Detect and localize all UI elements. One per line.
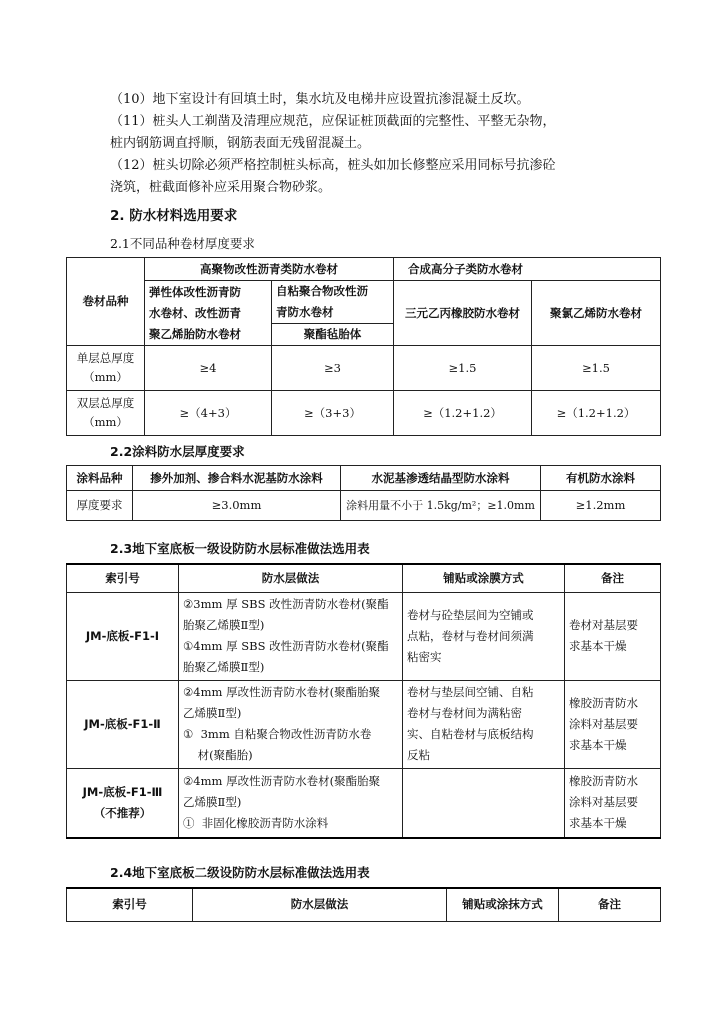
cell: ≥1.5: [394, 346, 532, 391]
col-elastomer-roll: 弹性体改性沥青防 水卷材、改性沥青 聚乙烯胎防水卷材: [145, 281, 272, 346]
row-thickness-label: 厚度要求: [67, 491, 133, 521]
header-method: 防水层做法: [179, 564, 403, 592]
col-epdm-roll: 三元乙丙橡胶防水卷材: [394, 281, 532, 346]
table-coating-thickness: [66, 465, 661, 521]
row1-apply: 卷材与砼垫层间为空铺或 点粘，卷材与卷材间须满 粘密实: [403, 592, 565, 680]
paragraph-12-line1: （12）桩头切除必须严格控制桩头标高，桩头如加长修整应采用同标号抗渗砼: [110, 158, 556, 173]
group-synthetic-polymer: 合成高分子类防水卷材: [394, 258, 661, 281]
paragraph-11-line2: 桩内钢筋调直捋顺，钢筋表面无残留混凝土。: [110, 136, 371, 151]
header-method: 防水层做法: [193, 888, 447, 921]
col-self-adhesive-roll: 自粘聚合物改性沥 青防水卷材: [272, 281, 394, 324]
row2-apply: 卷材与垫层间空铺、自粘 卷材与卷材间为满粘密 实、自粘卷材与底板结构 反粘: [403, 680, 565, 768]
header-coating-type: 涂料品种: [67, 466, 133, 491]
header-apply: 铺贴或涂膜方式: [403, 564, 565, 592]
header-index: 索引号: [67, 564, 179, 592]
paragraph-12-line2: 浇筑，桩截面修补应采用聚合物砂浆。: [110, 180, 332, 195]
section-2-2-title: 2.2涂料防水层厚度要求: [110, 444, 245, 459]
row2-method: ②4mm 厚改性沥青防水卷材(聚酯胎聚 乙烯膜Ⅱ型) ① 3mm 自粘聚合物改性沥青防水卷 材(聚酯胎): [179, 680, 403, 768]
row-single-layer-label: 单层总厚度 （mm）: [67, 346, 145, 391]
cell: ≥（4+3）: [145, 391, 272, 436]
cell: ≥1.5: [532, 346, 661, 391]
cell: ≥（1.2+1.2）: [394, 391, 532, 436]
label-material-type: 卷材品种: [67, 258, 145, 346]
row3-apply: [403, 768, 565, 838]
cell: 涂料用量不小于 1.5kg/m²；≥1.0mm: [341, 491, 541, 521]
col-polyester-base: 聚酯毡胎体: [272, 324, 394, 346]
table-floor-level2: [66, 887, 661, 922]
header-cement-admixture: 掺外加剂、掺合料水泥基防水涂料: [133, 466, 341, 491]
section-2-heading: 2. 防水材料选用要求: [110, 208, 238, 224]
table-floor-level1: [66, 563, 661, 839]
header-organic: 有机防水涂料: [541, 466, 661, 491]
cell: ≥3: [272, 346, 394, 391]
row1-method: ②3mm 厚 SBS 改性沥青防水卷材(聚酯 胎聚乙烯膜Ⅱ型) ①4mm 厚 SBS 改性沥青防水卷材(聚酯 胎聚乙烯膜Ⅱ型): [179, 592, 403, 680]
row3-index: JM-底板-F1-Ⅲ （不推荐）: [67, 768, 179, 838]
group-polymer-modified: 高聚物改性沥青类防水卷材: [145, 258, 394, 281]
cell: ≥（3+3）: [272, 391, 394, 436]
paragraph-11-line1: （11）桩头人工剃凿及清理应规范，应保证桩顶截面的完整性、平整无杂物，: [110, 114, 556, 129]
col-pvc-roll: 聚氯乙烯防水卷材: [532, 281, 661, 346]
table-roll-thickness: [66, 257, 661, 436]
cell: ≥3.0mm: [133, 491, 341, 521]
header-index: 索引号: [67, 888, 193, 921]
section-2-4-title: 2.4地下室底板二级设防防水层标准做法选用表: [110, 865, 370, 880]
header-note: 备注: [565, 564, 661, 592]
row1-index: JM-底板-F1-Ⅰ: [67, 592, 179, 680]
row3-note: 橡胶沥青防水 涂料对基层要 求基本干燥: [565, 768, 661, 838]
row2-note: 橡胶沥青防水 涂料对基层要 求基本干燥: [565, 680, 661, 768]
paragraph-10: （10）地下室设计有回填土时，集水坑及电梯井应设置抗渗混凝土反坎。: [110, 92, 530, 107]
cell: ≥（1.2+1.2）: [532, 391, 661, 436]
row1-note: 卷材对基层要 求基本干燥: [565, 592, 661, 680]
header-apply: 铺贴或涂抹方式: [447, 888, 559, 921]
cell: ≥1.2mm: [541, 491, 661, 521]
header-crystalline: 水泥基渗透结晶型防水涂料: [341, 466, 541, 491]
row2-index: JM-底板-F1-Ⅱ: [67, 680, 179, 768]
row3-method: ②4mm 厚改性沥青防水卷材(聚酯胎聚 乙烯膜Ⅱ型) ① 非固化橡胶沥青防水涂料: [179, 768, 403, 838]
section-2-3-title: 2.3地下室底板一级设防防水层标准做法选用表: [110, 541, 370, 556]
section-2-1-title: 2.1不同品种卷材厚度要求: [110, 236, 255, 251]
header-note: 备注: [559, 888, 661, 921]
row-double-layer-label: 双层总厚度 （mm）: [67, 391, 145, 436]
cell: ≥4: [145, 346, 272, 391]
